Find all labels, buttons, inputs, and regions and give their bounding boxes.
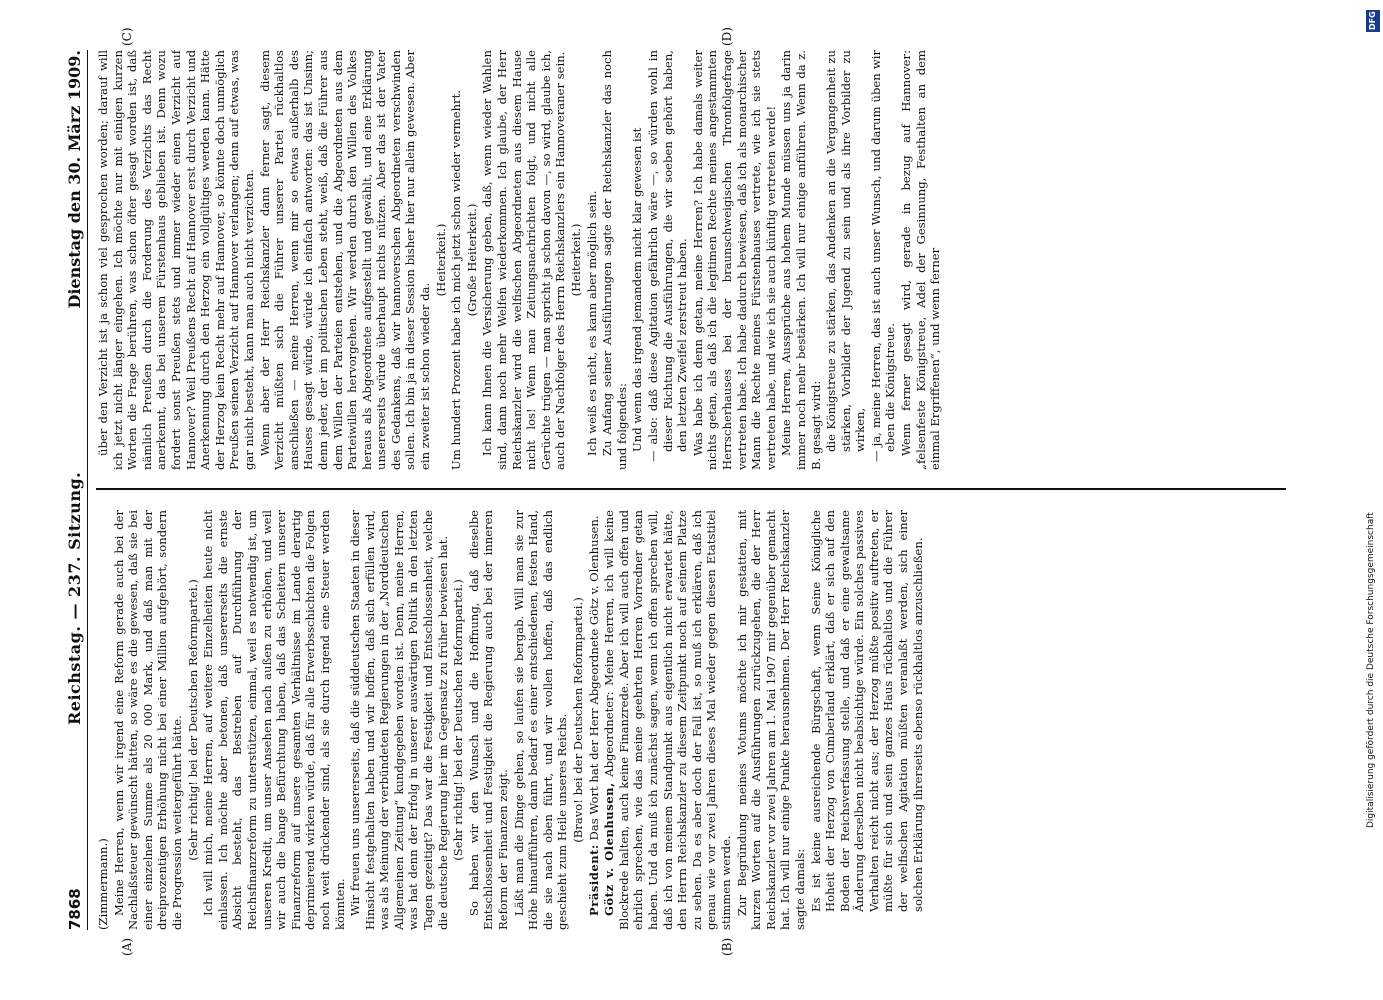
session-date: Dienstag den 30. März 1909. (65, 50, 84, 309)
dfg-logo: DFG (1366, 10, 1380, 32)
right-column (96, 50, 1306, 470)
president-label: Präsident: (586, 844, 601, 916)
margin-marker-d: (D) (720, 27, 734, 46)
paragraph: Wenn ferner gesagt wird, gerade in bezug auf Hannover: „felsenfeste Königstreue, Adel der Gesinnung, Festhalten an dem einmal Ergriffenen“, und wenn ferner (899, 50, 943, 470)
margin-marker-c: (C) (120, 27, 134, 46)
paragraph: Wir freuen uns unsererseits, daß die süddeutschen Staaten in dieser Hinsicht festgehalten haben und wir hoffen, daß sich erfüllen wird, was als Meinung der verbündeten Regierungen in der „Norddeutschen Allgemeinen Zeitung“ kundgegeben worden ist. Denn, meine Herren, was hat denn der Erfolg in unserer auswärtigen Politik in den letzten Tagen gezeitigt? Das war die Festigkeit und Entschlossenheit, welche die deutsche Regierung hier im Gegensatz zu früher bewiesen hat. (348, 510, 450, 930)
margin-marker-b: (B) (720, 937, 734, 956)
paragraph: Wenn aber der Herr Reichskanzler dann ferner sagt, diesem Verzicht müßten sich die Führer unserer Partei rückhaltlos anschließen — meine Herren, wenn mir so etwas außerhalb des Hauses gesagt würde, würde ich einfach antworten: das ist Unsinn; denn jeder, der im politischen Leben steht, weiß, daß die Führer aus dem Willen der Parteien entstehen, und die Abgeordneten aus dem Parteiwillen hervorgehen. Wir werden durch den Willen des Volkes heraus als Abgeordnete aufgestellt und gewählt, und eine Erklärung unsererseits würde überhaupt nichts nützen. Aber das ist der Vater des Gedankens, daß wir hannoverschen Abgeordneten verschwinden sollen. Ich bin ja in dieser Session bisher hier nur allein gewesen. Aber ein zweiter ist schon wieder da. (257, 50, 433, 470)
digitization-note-text: Digitalisierung gefördert durch die Deutsche Forschungsgemeinschaft (1366, 512, 1376, 828)
speech-paragraph (602, 510, 733, 930)
interjection: (Sehr richtig! bei der Deutschen Reformpartei.) (185, 579, 200, 861)
paragraph: Zu Anfang seiner Ausführungen sagte der Reichskanzler das noch und folgendes: (600, 50, 629, 470)
paragraph: Meine Herren, wenn wir irgend eine Reform gerade auch bei der Nachlaßsteuer gewünscht hätten, so wäre es die gewesen, daß sie bei einer einzelnen Summe als 20 000 Mark, und daß man mit der dreiprozentigen Erhöhung nicht bei einer Million aufgehört, sondern die Progression weitergeführt hätte. (111, 510, 184, 930)
paragraph: Zur Begründung meines Votums möchte ich mir gestatten, mit kurzen Worten auf die Ausführungen zurückzugehen, die der Herr Reichskanzler vor zwei Jahren am 1. Mai 1907 mir gegenüber gemacht hat. Ich will nur einige Punkte herausnehmen. Der Herr Reichskanzler sagte damals: (734, 510, 807, 930)
quotation: Und wenn das irgend jemandem nicht klar gewesen ist (630, 127, 645, 452)
paragraph: Läßt man die Dinge gehen, so laufen sie bergab. Will man sie zur Höhe hinaufführen, dann bedarf es einer entschiedenen, festen Hand, die sie nach oben führt, und wir wollen hoffen, daß das endlich geschieht zum Heile unseres Reichs. (511, 510, 570, 930)
speaker-name: Götz v. Olenhusen, (602, 782, 617, 916)
page-title: Reichstag. — 237. Sitzung. (65, 471, 84, 726)
interjection: (Große Heiterkeit.) (464, 203, 479, 317)
paragraph: Ich weiß es nicht, es kann aber möglich sein. (584, 190, 599, 456)
interjection: (Bravo! bei der Deutschen Reformpartei.) (571, 597, 585, 843)
digitization-note (1352, 28, 1382, 828)
page-header (60, 50, 88, 930)
quotation: — also: daß diese Agitation gefährlich wäre —, so würden wohl in dieser Richtung die Ausführungen, die wir soeben gehört haben, den letzten Zweifel zerstreut haben. (645, 50, 690, 462)
paragraph: Ich will mich, meine Herren, auf weitere Einzelheiten heute nicht einlassen. Ich möchte aber betonen, daß unsererseits die ernste Absicht besteht, das Bestreben auf Durchführung der Reichsfinanzreform zu unterstützen, einmal, weil es notwendig ist, um unseren Kredit, um unser Ansehen nach außen zu erhöhen, und weil wir auch die bange Befürchtung haben, daß das Scheitern unserer Finanzreform auf unsere gesamten Verhältnisse im Lande derartig deprimierend wirken würde, daß für alle Erwerbsschichten die Folgen noch weit drückender sind, als sie durch irgend eine Steuer werden könnten. (201, 510, 347, 930)
paragraph: Meine Herren, Aussprüche aus hohem Munde müssen uns ja darin immer noch mehr bestärken. Ich will nur einige anführen. Wenn da z. B. gesagt wird: (779, 50, 823, 470)
page-number: 7868 (66, 888, 84, 930)
paragraph: über den Verzicht ist ja schon viel gesprochen worden; darauf will ich jetzt nicht länger eingehen. Ich möchte nur mit einigen kurzen Worten die Frage berühren, was schon öfter gesagt worden ist, daß nämlich Preußen durch die Forderung des Verzichts das Recht anerkennt, das bei unserem Fürstenhaus geblieben ist. Denn wozu fordert sonst Preußen stets und immer wieder einen Verzicht auf Hannover? Weil Preußens Recht auf Hannover erst durch Verzicht und Anerkennung durch den Herzog ein vollgültiges werden kann. Hätte der Herzog kein Recht mehr auf Hannover, so könnte doch unmöglich Preußen seinen Verzicht auf Hannover verlangen; denn auf etwas, was gar nicht besteht, kann man auch nicht verzichten. (96, 50, 256, 470)
president-paragraph (587, 510, 602, 930)
quotation: die Königstreue zu stärken, das Andenken an die Vergangenheit zu stärken, Vorbilder der Jugend zu sein und als ihre Vorbilder zu wirken, (824, 50, 868, 452)
column-divider (96, 489, 1286, 491)
page-body (60, 27, 1320, 956)
interjection: (Heiterkeit.) (569, 223, 583, 297)
interjection: (Sehr richtig! bei der Deutschen Reformpartei.) (451, 579, 466, 861)
paragraph: — ja, meine Herren, das ist auch unser Wunsch, und darum üben wir eben die Königstreue. (868, 50, 898, 462)
speech-text: Abgeordneter: Meine Herren, ich will keine Blockrede halten, auch keine Finanzrede. Aber ich will auch offen und ehrlich sprechen, wie das meine geehrten Herren Vorredner getan haben. Und da muß ich zunächst sagen, wenn ich offen sprechen will, daß ich von meinem Standpunkt aus eigentlich nicht erwartet hätte, den Herrn Reichskanzler zu diesem Zeitpunkt noch auf seinem Platze zu sehen. Da es aber doch der Fall ist, so muß ich erklären, daß ich genau wie vor zwei Jahren dieses Mal wieder gegen diesen Etatstitel stimmen werde. (602, 510, 733, 930)
quotation: Es ist keine ausreichende Bürgschaft, wenn Seine Königliche Hoheit der Herzog von Cumberland erklärt, daß er sich auf den Boden der Reichsverfassung stelle, und daß er eine gewaltsame Änderung derselben nicht beabsichtige würde. Ein solches passives Verhalten reicht nicht aus; der Herzog müßte positiv auftreten, er müßte für sich und sein ganzes Haus rückhaltlos und die Führer der welfischen Agitation müßten veranlaßt werden, sich einer solchen Erklärung ihrerseits ebenso rückhaltlos anzuschließen. (808, 510, 925, 912)
paragraph: Ich kann Ihnen die Versicherung geben, daß, wenn wieder Wahlen sind, dann noch mehr Welfen wiederkommen. Ich glaube, der Herr Reichskanzler wird die welfischen Abgeordneten aus diesem Hause nicht los! Wenn man Zeitungsnachrichten folgt, und nicht alle Gerüchte trügen — man spricht ja schon davon —, so wird, glaube ich, auch der Nachfolger des Herrn Reichskanzlers ein Hannoveraner sein. (480, 50, 568, 470)
paragraph: So haben wir den Wunsch und die Hoffnung, daß dieselbe Entschlossenheit und Festigkeit die Regierung auch bei der inneren Reform der Finanzen zeigt. (466, 510, 511, 930)
president-text: Das Wort hat der Herr Abgeordnete Götz v. Olenhusen. (586, 515, 601, 841)
margin-marker-a: (A) (120, 937, 134, 956)
paragraph: Was habe ich denn getan, meine Herren? Ich habe damals weiter nichts getan, als daß ich die legitimen Rechte meines angestammten Herrscherhauses bei der braunschweigischen Thronfolgefrage vertreten habe. Ich habe dadurch bewiesen, daß ich als monarchischer Mann die Rechte meines Fürstenhauses vertrete, wie ich sie stets vertreten habe, und wie ich sie auch künftig vertreten werde! (690, 50, 778, 470)
paragraph: Um hundert Prozent habe ich mich jetzt schon wieder vermehrt. (449, 90, 464, 470)
interjection: (Heiterkeit.) (433, 223, 448, 297)
left-column (96, 510, 1306, 930)
speaker-tag: (Zimmermann.) (96, 838, 110, 930)
